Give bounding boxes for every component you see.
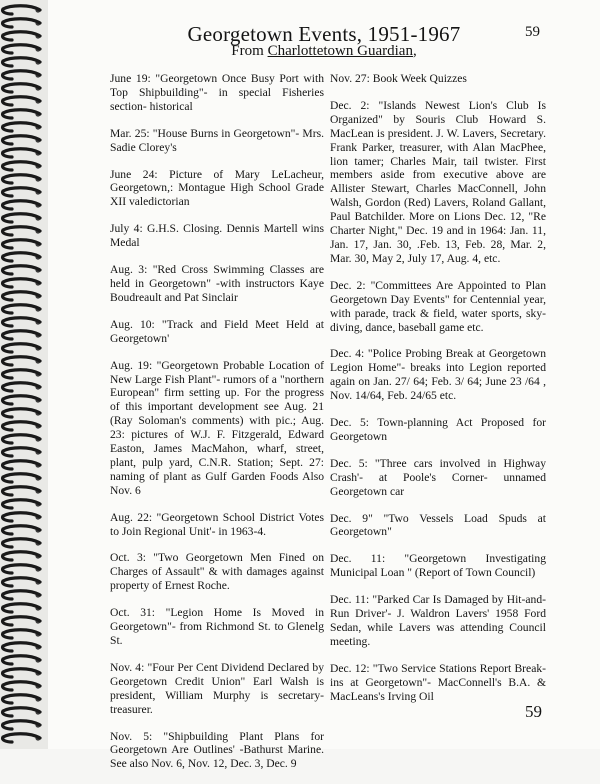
event-entry: Dec. 4: "Police Probing Break at Georgetown Legion Home"- breaks into Legion reported again on Jan. 27/ 64; Feb. 3/ 64; June 23 /64 , Nov. 14/64, Feb. 24/65 etc. [330, 347, 546, 403]
subtitle-suffix: , [412, 43, 417, 59]
event-entry: Aug. 10: "Track and Field Meet Held at Georgetown' [110, 317, 324, 345]
left-column [110, 72, 324, 784]
spiral-binding [0, 0, 48, 749]
event-entry: Dec. 2: "Committees Are Appointed to Plan Georgetown Day Events" for Centennial year, with parade, track & field, water sports, sky-diving, dance, baseball game etc. [330, 278, 546, 334]
event-entry: Nov. 27: Book Week Quizzes [330, 72, 467, 85]
right-column [330, 72, 546, 717]
event-entry: Mar. 25: "House Burns in Georgetown"- Mrs. Sadie Clorey's [110, 126, 324, 154]
page-title: Georgetown Events, 1951-1967 [187, 22, 461, 46]
event-entry: July 4: G.H.S. Closing. Dennis Martell wins Medal [110, 222, 324, 250]
event-entry: June 19: "Georgetown Once Busy Port with Top Shipbuilding"- in special Fisheries section- historical [110, 72, 324, 113]
event-entry: Dec. 2: "Islands Newest Lion's Club Is Organized" by Souris Club Howard S. MacLean is president. J. W. Lavers, Secretary. Frank Parker, treasurer, with Alan MacPhee, lion tamer; Charles Mair, tail twister. First members aside from executive above are Allister Stewart, Charles MacConnell, John Walsh, Gordon (Red) Lavers, Roland Gallant, Paul Batchilder. More on Lions Dec. 12, "Re Charter Night," Dec. 19 and in 1964: Jan. 11, Jan. 17, Jan. 30, .Feb. 13, Feb. 28, Mar. 2, Mar. 30, May 2, July 17, Aug. 4, etc. [330, 98, 546, 265]
event-entry: Nov. 5: "Shipbuilding Plant Plans for Georgetown Are Outlines' -Bathurst Marine. See also Nov. 6, Nov. 12, Dec. 3, Dec. 9 [110, 729, 324, 771]
document-page [48, 0, 600, 771]
event-entry: Nov. 4: "Four Per Cent Dividend Declared by Georgetown Credit Union" Earl Walsh is president, William Murphy is secretary-treasurer. [110, 660, 324, 716]
event-entry: Aug. 22: "Georgetown School District Votes to Join Regional Unit'- in 1963-4. [110, 510, 324, 538]
event-entry: Aug. 19: "Georgetown Probable Location of New Large Fish Plant"- rumors of a "northern European" firm setting up. For the progress of this important development see Aug. 21 (Ray Soloman's comments) with pic.; Aug. 23: pictures of W.J. F. Fitzgerald, Edward Easton, James MacMahon, wharf, street, plant, pulp yard, C.N.R. Station; Sept. 27: naming of plant as Gulf Garden Foods Also Nov. 6 [110, 358, 324, 497]
event-entry: Dec. 5: "Three cars involved in Highway Crash'- at Poole's Corner- unnamed Georgetown car [330, 456, 546, 498]
event-entry: Dec. 5: Town-planning Act Proposed for Georgetown [330, 416, 546, 443]
subtitle-source: Charlottetown Guardian [267, 43, 413, 59]
event-entry: Oct. 3: "Two Georgetown Men Fined on Charges of Assault" & with damages against property of Ernest Roche. [110, 551, 324, 593]
subtitle-prefix: From [231, 43, 268, 59]
event-entry: June 24: Picture of Mary LeLacheur, Georgetown,: Montague High School Grade XII valedictorian [110, 167, 324, 209]
event-entry: Dec. 11: "Georgetown Investigating Municipal Loan " (Report of Town Council) [330, 552, 546, 580]
event-entry: Dec. 12: "Two Service Stations Report Break-ins at Georgetown"- MacConnell's B.A. & MacLeans's Irving Oil [330, 661, 546, 703]
event-entry: Oct. 31: "Legion Home Is Moved in Georgetown"- from Richmond St. to Glenelg St. [110, 606, 324, 647]
event-entry: Dec. 11: "Parked Car Is Damaged by Hit-and-Run Driver'- J. Waldron Lavers' 1958 Ford Sedan, while Lavers was attending Council meeting. [330, 593, 546, 648]
page-number-bottom: 59 [525, 702, 542, 721]
page-number-top: 59 [525, 24, 540, 40]
event-entry: Dec. 9" "Two Vessels Load Spuds at Georgetown" [330, 511, 546, 539]
event-entry: Aug. 3: "Red Cross Swimming Classes are held in Georgetown" -with instructors Kaye Boudreault and Pat Sinclair [110, 263, 324, 304]
page-subtitle [48, 43, 600, 60]
